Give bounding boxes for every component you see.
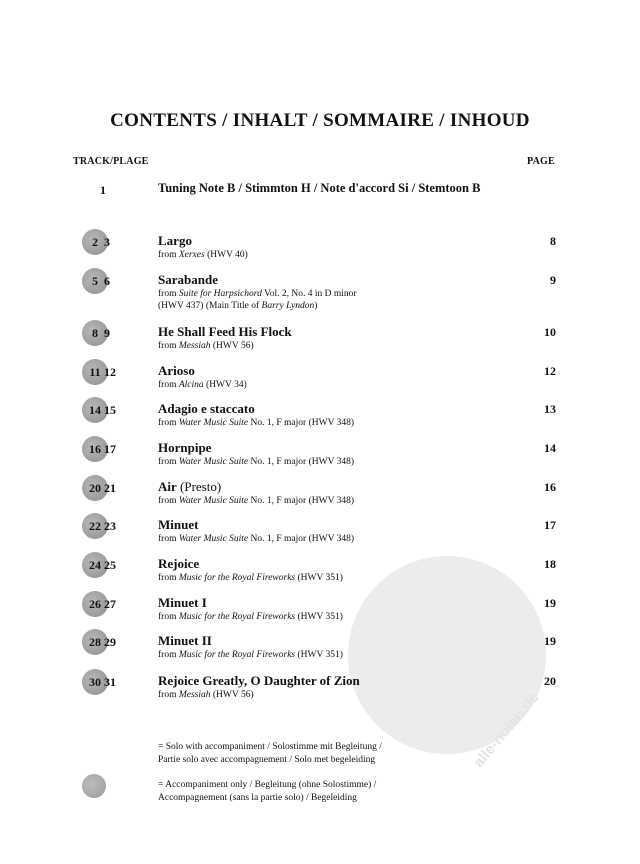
solo-track-number: 29: [104, 635, 116, 649]
solo-track-number: 3: [104, 235, 110, 249]
legend-acc-line1: = Accompaniment only / Begleitung (ohne Solostimme) /: [158, 780, 377, 790]
page-number: 16: [544, 480, 556, 494]
track-column-header: TRACK/PLAGE: [73, 156, 149, 167]
accompaniment-track-number: 26: [89, 597, 101, 611]
page-title: CONTENTS / INHALT / SOMMAIRE / INHOUD: [110, 110, 530, 131]
piece-title: [158, 272, 218, 288]
page-number: 17: [544, 518, 556, 532]
piece-title: [158, 363, 195, 379]
source-from: from: [158, 496, 179, 506]
accompaniment-track-number: 30: [89, 675, 101, 689]
piece-title: [158, 479, 221, 495]
page-number: 8: [550, 234, 556, 248]
piece-source: [158, 533, 498, 545]
piece-title: [158, 324, 292, 340]
piece-source: [158, 340, 498, 352]
source-after: No. 1, F major (HWV 348): [248, 457, 355, 467]
source-source: Suite for Harpsichord: [178, 289, 262, 299]
legend-accompaniment: [158, 779, 458, 805]
source-from: from: [158, 380, 179, 390]
piece-source-line: [158, 572, 498, 584]
piece-source-line: [158, 495, 498, 507]
piece-source: [158, 288, 498, 312]
source-source: Messiah: [178, 341, 211, 351]
piece-source: [158, 689, 498, 701]
piece-title-text: Arioso: [158, 363, 195, 378]
piece-title: [158, 595, 207, 611]
piece-source-line: [158, 649, 498, 661]
piece-title: [158, 673, 360, 689]
source-after: (HWV 34): [203, 380, 247, 390]
source-after: (HWV 56): [210, 690, 254, 700]
source-after: No. 1, F major (HWV 348): [248, 534, 355, 544]
legend-solo-line2: Partie solo avec accompagnement / Solo met begeleiding: [158, 755, 376, 765]
solo-track-number: 17: [104, 442, 116, 456]
source-after: (HWV 40): [204, 250, 248, 260]
source-from: from: [158, 690, 179, 700]
piece-source: [158, 611, 498, 623]
piece-source-line: [158, 689, 498, 701]
source-after: (HWV 351): [295, 573, 343, 583]
page-number: 20: [544, 674, 556, 688]
source-after: No. 1, F major (HWV 348): [248, 496, 355, 506]
source-source: Xerxes: [178, 250, 205, 260]
source-after: Vol. 2, No. 4 in D minor: [261, 289, 357, 299]
piece-title-text: Sarabande: [158, 272, 218, 287]
accompaniment-track-number: 5: [92, 274, 98, 288]
source-after: (HWV 351): [295, 612, 343, 622]
source-source: Water Music Suite: [178, 457, 249, 467]
accompaniment-track-number: 8: [92, 326, 98, 340]
source-source: Messiah: [178, 690, 211, 700]
accompaniment-track-number: 14: [89, 403, 101, 417]
piece-source: [158, 495, 498, 507]
piece-source: [158, 649, 498, 661]
source-source: Water Music Suite: [178, 496, 249, 506]
piece-title-text: Rejoice Greatly, O Daughter of Zion: [158, 673, 360, 688]
piece-title-tempo: (Presto): [176, 479, 222, 494]
piece-source-line: [158, 417, 498, 429]
source-from: from: [158, 418, 179, 428]
source-line2_after: ): [314, 301, 318, 311]
piece-source-line: [158, 288, 498, 300]
page-number: 10: [544, 325, 556, 339]
source-from: from: [158, 457, 179, 467]
page-number: 9: [550, 273, 556, 287]
piece-title-text: Minuet II: [158, 633, 212, 648]
source-after: (HWV 56): [210, 341, 254, 351]
watermark-text: alle-noten.de: [470, 689, 543, 771]
piece-title-text: Rejoice: [158, 556, 200, 571]
solo-track-number: 27: [104, 597, 116, 611]
piece-title-text: He Shall Feed His Flock: [158, 324, 292, 339]
accompaniment-track-number: 24: [89, 558, 101, 572]
piece-title: [158, 633, 212, 649]
source-from: from: [158, 573, 179, 583]
source-after: (HWV 351): [295, 650, 343, 660]
piece-title: [158, 401, 255, 417]
piece-title-text: Minuet I: [158, 595, 207, 610]
piece-source-line2: [158, 300, 498, 312]
source-line2_italic: Barry Lyndon: [261, 301, 315, 311]
legend-solo: [158, 741, 458, 767]
solo-track-number: 15: [104, 403, 116, 417]
source-source: Alcina: [178, 380, 204, 390]
legend-acc-line2: Accompagnement (sans la partie solo) / Begeleiding: [158, 793, 357, 803]
piece-title-text: Hornpipe: [158, 440, 212, 455]
piece-source: [158, 417, 498, 429]
accompaniment-circle-icon: [82, 774, 106, 798]
page-number: 19: [544, 634, 556, 648]
piece-title: [158, 233, 192, 249]
piece-source: [158, 379, 498, 391]
legend-solo-line1: = Solo with accompaniment / Solostimme mit Begleitung /: [158, 742, 382, 752]
piece-title-text: Adagio e staccato: [158, 401, 255, 416]
tuning-note-label: Tuning Note B / Stimmton H / Note d'accord Si / Stemtoon B: [158, 181, 481, 195]
solo-track-number: 6: [104, 274, 110, 288]
accompaniment-track-number: 22: [89, 519, 101, 533]
piece-source-line: [158, 611, 498, 623]
solo-track-number: 23: [104, 519, 116, 533]
piece-title: [158, 517, 198, 533]
page-number: 13: [544, 402, 556, 416]
piece-title-text: Minuet: [158, 517, 199, 532]
piece-title: [158, 440, 211, 456]
source-line2: (HWV 437) (Main Title of: [158, 301, 262, 311]
source-from: from: [158, 650, 179, 660]
source-source: Water Music Suite: [178, 534, 249, 544]
piece-title-text: Air: [158, 479, 177, 494]
accompaniment-track-number: 20: [89, 481, 101, 495]
solo-track-number: 31: [104, 675, 116, 689]
accompaniment-track-number: 11: [89, 365, 101, 379]
solo-track-number: 12: [104, 365, 116, 379]
piece-source: [158, 249, 498, 261]
source-source: Music for the Royal Fireworks: [178, 573, 296, 583]
source-from: from: [158, 250, 179, 260]
page-number: 19: [544, 596, 556, 610]
piece-title: [158, 556, 199, 572]
source-source: Music for the Royal Fireworks: [178, 650, 296, 660]
source-from: from: [158, 341, 179, 351]
piece-source: [158, 456, 498, 468]
source-from: from: [158, 612, 179, 622]
tuning-track-number: 1: [100, 183, 106, 197]
solo-track-number: 9: [104, 326, 110, 340]
source-source: Water Music Suite: [178, 418, 249, 428]
solo-track-number: 25: [104, 558, 116, 572]
solo-track-number: 21: [104, 481, 116, 495]
source-from: from: [158, 534, 179, 544]
piece-source-line: [158, 456, 498, 468]
piece-source-line: [158, 379, 498, 391]
piece-source-line: [158, 533, 498, 545]
accompaniment-track-number: 28: [89, 635, 101, 649]
piece-title-text: Largo: [158, 233, 192, 248]
page-number: 14: [544, 441, 556, 455]
page-column-header: PAGE: [527, 156, 555, 167]
accompaniment-track-number: 2: [92, 235, 98, 249]
piece-source: [158, 572, 498, 584]
page-number: 12: [544, 364, 556, 378]
source-from: from: [158, 289, 179, 299]
source-after: No. 1, F major (HWV 348): [248, 418, 355, 428]
source-source: Music for the Royal Fireworks: [178, 612, 296, 622]
accompaniment-track-number: 16: [89, 442, 101, 456]
piece-source-line: [158, 340, 498, 352]
piece-source-line: [158, 249, 498, 261]
page-number: 18: [544, 557, 556, 571]
